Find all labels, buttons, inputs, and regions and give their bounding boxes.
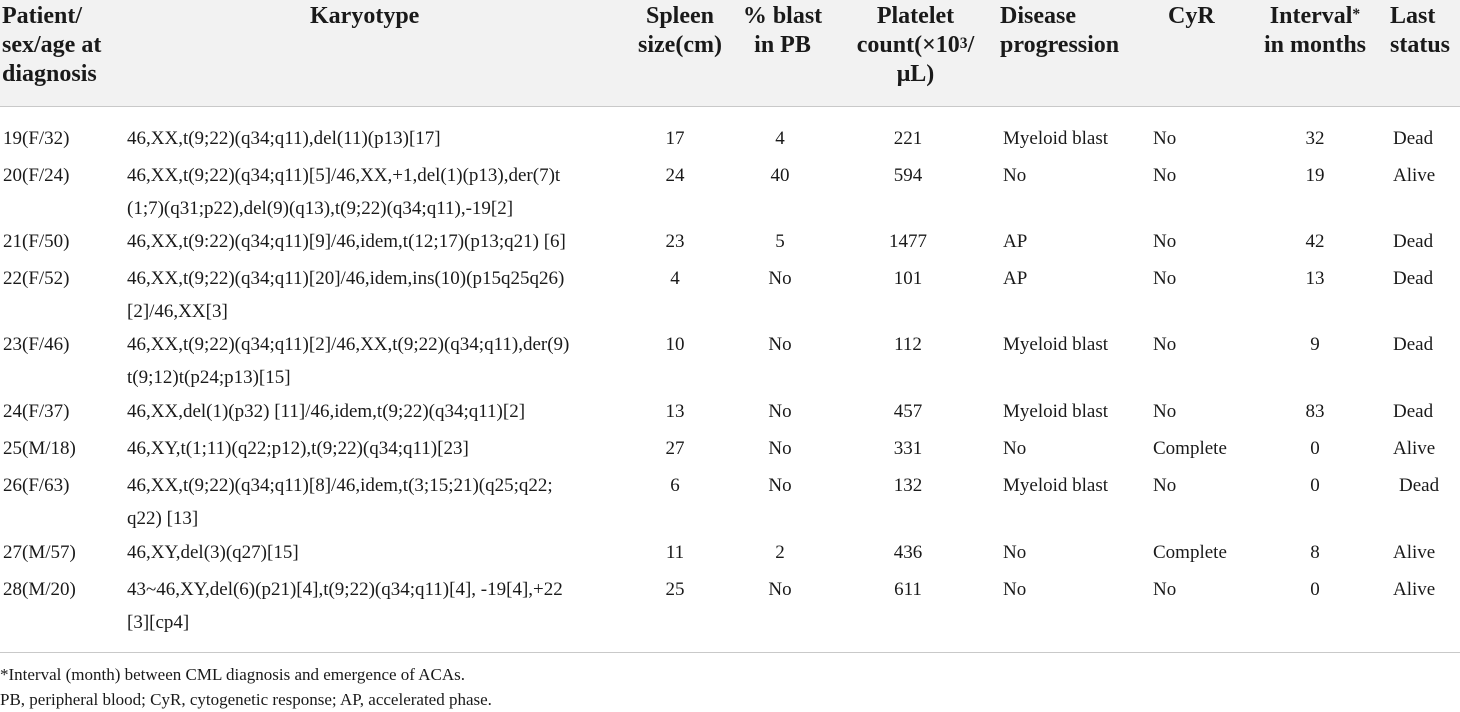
cell-progression: AP — [1003, 268, 1028, 289]
cell-status: Dead — [1393, 401, 1434, 422]
cell-interval: 8 — [1310, 542, 1320, 563]
cell-patient: 24(F/37) — [3, 401, 70, 422]
cell-karyotype: 46,XX,t(9;22)(q34;q11)[8]/46,idem,t(3;15;21)(q25;q22; q22) [13] — [127, 475, 553, 529]
cell-platelet: 132 — [893, 475, 923, 496]
cell-progression: Myeloid blast — [1003, 475, 1109, 496]
header-karyotype: Karyotype — [310, 3, 420, 29]
cell-karyotype: 46,XX,t(9;22)(q34;q11)[2]/46,XX,t(9;22)(q34;q11),der(9) t(9;12)t(p24;p13)[15] — [127, 334, 570, 388]
cell-status: Dead — [1393, 128, 1434, 149]
cell-cyr: No — [1153, 268, 1177, 289]
cell-patient: 21(F/50) — [3, 231, 70, 252]
cell-patient: 19(F/32) — [3, 128, 70, 149]
cell-interval: 0 — [1310, 579, 1320, 600]
cell-blast: 2 — [775, 542, 785, 563]
cell-interval: 83 — [1305, 401, 1325, 422]
cell-platelet: 331 — [893, 438, 923, 459]
cell-blast: 5 — [775, 231, 785, 252]
cell-karyotype: 43~46,XY,del(6)(p21)[4],t(9;22)(q34;q11)[4], -19[4],+22 [3][cp4] — [127, 579, 563, 633]
cell-karyotype: 46,XX,t(9;22)(q34;q11)[5]/46,XX,+1,del(1)(p13),der(7)t (1;7)(q31;p22),del(9)(q13),t(9;22)(q34;q11),-19[2] — [127, 165, 561, 219]
cell-blast: 40 — [770, 165, 790, 186]
cell-cyr: No — [1153, 475, 1177, 496]
cell-blast: No — [768, 475, 792, 496]
cell-karyotype: 46,XX,t(9;22)(q34;q11),del(11)(p13)[17] — [127, 128, 441, 149]
cell-patient: 22(F/52) — [3, 268, 70, 289]
cell-status: Dead — [1399, 475, 1440, 496]
cell-spleen: 25 — [665, 579, 685, 600]
cell-progression: No — [1003, 165, 1027, 186]
cell-interval: 9 — [1310, 334, 1320, 355]
cell-blast: No — [768, 438, 792, 459]
cell-cyr: No — [1153, 334, 1177, 355]
cell-status: Dead — [1393, 334, 1434, 355]
footnote-abbreviations: PB, peripheral blood; CyR, cytogenetic response; AP, accelerated phase. — [0, 690, 492, 709]
cell-interval: 42 — [1305, 231, 1325, 252]
cell-platelet: 1477 — [889, 231, 927, 252]
header-last-status: Last status — [1390, 3, 1451, 58]
cell-cyr: No — [1153, 128, 1177, 149]
cell-cyr: Complete — [1153, 438, 1227, 459]
cell-spleen: 17 — [665, 128, 685, 149]
cell-status: Alive — [1393, 165, 1436, 186]
header-patient: Patient/ sex/age at diagnosis — [2, 3, 102, 87]
cell-cyr: Complete — [1153, 542, 1227, 563]
cell-cyr: No — [1153, 165, 1177, 186]
cell-interval: 13 — [1305, 268, 1325, 289]
cell-spleen: 6 — [670, 475, 680, 496]
cell-progression: No — [1003, 579, 1027, 600]
cell-interval: 0 — [1310, 438, 1320, 459]
cell-progression: Myeloid blast — [1003, 128, 1109, 149]
cell-platelet: 611 — [894, 579, 922, 600]
header-interval: Interval* in months — [1263, 3, 1367, 58]
cell-blast: No — [768, 579, 792, 600]
cell-blast: No — [768, 334, 792, 355]
cell-patient: 28(M/20) — [3, 579, 76, 600]
cell-status: Alive — [1393, 542, 1436, 563]
footnote-interval: *Interval (month) between CML diagnosis and emergence of ACAs. — [0, 665, 466, 684]
header-platelet: Platelet $count(\times 10^3/$ μL) — [856, 3, 975, 87]
cell-platelet: 457 — [893, 401, 923, 422]
header-blast: % blast in PB — [742, 3, 823, 58]
header-cyr: CyR — [1168, 3, 1215, 29]
cell-spleen: 10 — [665, 334, 685, 355]
cell-patient: 23(F/46) — [3, 334, 70, 355]
cell-blast: 4 — [775, 128, 785, 149]
cell-karyotype: 46,XX,t(9:22)(q34;q11)[9]/46,idem,t(12;17)(p13;q21) [6] — [127, 231, 566, 252]
cell-platelet: 112 — [894, 334, 922, 355]
table-bottom-rule — [0, 652, 1460, 653]
cell-spleen: 13 — [665, 401, 685, 422]
cell-karyotype: 46,XY,t(1;11)(q22;p12),t(9;22)(q34;q11)[23] — [127, 438, 469, 459]
cell-karyotype: 46,XY,del(3)(q27)[15] — [127, 542, 299, 563]
header-divider — [0, 106, 1460, 107]
cell-patient: 25(M/18) — [3, 438, 76, 459]
cell-karyotype: 46,XX,t(9;22)(q34;q11)[20]/46,idem,ins(10)(p15q25q26) [2]/46,XX[3] — [127, 268, 565, 322]
cell-patient: 27(M/57) — [3, 542, 76, 563]
cell-spleen: 11 — [665, 542, 685, 563]
cell-platelet: 436 — [893, 542, 923, 563]
cell-interval: 32 — [1305, 128, 1325, 149]
cell-spleen: 24 — [665, 165, 685, 186]
cell-blast: No — [768, 401, 792, 422]
cell-patient: 20(F/24) — [3, 165, 70, 186]
cell-progression: Myeloid blast — [1003, 401, 1109, 422]
cell-progression: AP — [1003, 231, 1028, 252]
cell-cyr: No — [1153, 579, 1177, 600]
cell-status: Dead — [1393, 268, 1434, 289]
cell-interval: 19 — [1305, 165, 1325, 186]
cell-status: Dead — [1393, 231, 1434, 252]
cell-status: Alive — [1393, 438, 1436, 459]
cell-spleen: 4 — [670, 268, 680, 289]
cell-blast: No — [768, 268, 792, 289]
cell-spleen: 23 — [665, 231, 685, 252]
cell-patient: 26(F/63) — [3, 475, 70, 496]
cell-status: Alive — [1393, 579, 1436, 600]
cell-karyotype: 46,XX,del(1)(p32) [11]/46,idem,t(9;22)(q34;q11)[2] — [127, 401, 526, 422]
cell-cyr: No — [1153, 231, 1177, 252]
cell-spleen: 27 — [665, 438, 685, 459]
cell-progression: No — [1003, 542, 1027, 563]
cell-platelet: 594 — [893, 165, 923, 186]
header-spleen: Spleen size(cm) — [638, 3, 722, 58]
cell-interval: 0 — [1310, 475, 1320, 496]
cell-progression: Myeloid blast — [1003, 334, 1109, 355]
header-disease-progression: Disease progression — [1000, 3, 1120, 58]
cell-cyr: No — [1153, 401, 1177, 422]
cell-platelet: 101 — [893, 268, 923, 289]
cell-progression: No — [1003, 438, 1027, 459]
cell-platelet: 221 — [893, 128, 923, 149]
